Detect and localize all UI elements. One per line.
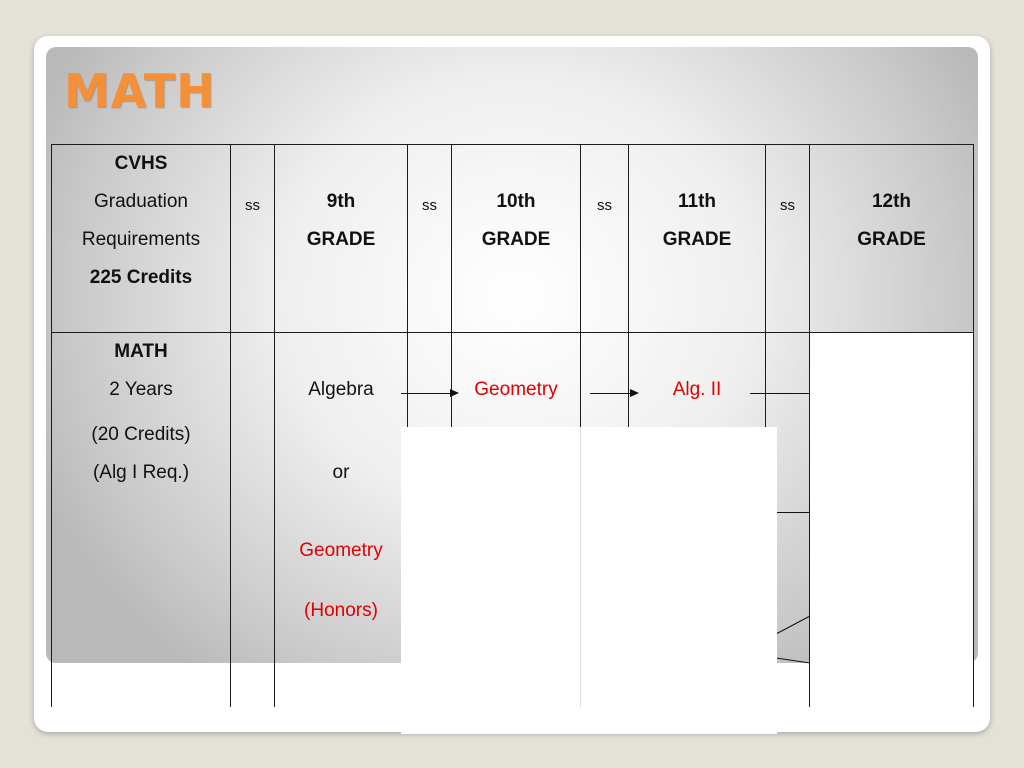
grade9-label: GRADE <box>306 229 376 250</box>
grade11-course-alg2: Alg. II <box>672 379 722 400</box>
occluding-box-divider <box>580 427 581 707</box>
ss-label-4: ss <box>780 197 795 214</box>
connector-lower-1 <box>775 512 810 513</box>
math-years: 2 Years <box>109 379 173 400</box>
requirements-heading: CVHS <box>114 153 168 174</box>
grade9-ordinal: 9th <box>326 191 356 212</box>
grade10-label: GRADE <box>481 229 551 250</box>
col-line-9 <box>973 144 974 707</box>
grade10-ordinal: 10th <box>496 191 536 212</box>
col-line-1 <box>230 144 231 707</box>
grade12-math-cell <box>809 333 973 707</box>
grade9-course-geometry: Geometry <box>299 540 383 561</box>
slide-title: MATH <box>64 64 216 118</box>
connector-11th-to-12th <box>750 393 810 394</box>
math-subject-label: MATH <box>114 341 168 362</box>
math-requirement: (Alg I Req.) <box>92 462 190 483</box>
requirements-total-credits: 225 Credits <box>89 267 193 288</box>
occluding-box-left <box>401 427 581 734</box>
ss-label-2: ss <box>422 197 437 214</box>
requirements-line-graduation: Graduation <box>93 191 188 212</box>
grade9-course-algebra: Algebra <box>308 379 374 400</box>
ss-label-1: ss <box>245 197 260 214</box>
arrow-9th-to-10th <box>401 393 457 394</box>
grade11-ordinal: 11th <box>677 191 717 212</box>
ss-label-3: ss <box>597 197 612 214</box>
grade9-course-honors: (Honors) <box>304 600 378 621</box>
grade12-ordinal: 12th <box>871 191 912 212</box>
arrow-10th-to-11th <box>590 393 637 394</box>
grade9-or: or <box>332 462 350 483</box>
arrowhead-icon <box>450 389 459 397</box>
grade12-label: GRADE <box>857 229 926 250</box>
connector-diagonal-1 <box>776 616 810 634</box>
grade11-label: GRADE <box>662 229 732 250</box>
grade10-course-geometry: Geometry <box>474 379 558 400</box>
math-credits: (20 Credits) <box>91 424 191 445</box>
connector-diagonal-2 <box>776 658 810 663</box>
occluding-box-right <box>581 427 777 734</box>
requirements-line-requirements: Requirements <box>81 229 201 250</box>
arrowhead-icon <box>630 389 639 397</box>
